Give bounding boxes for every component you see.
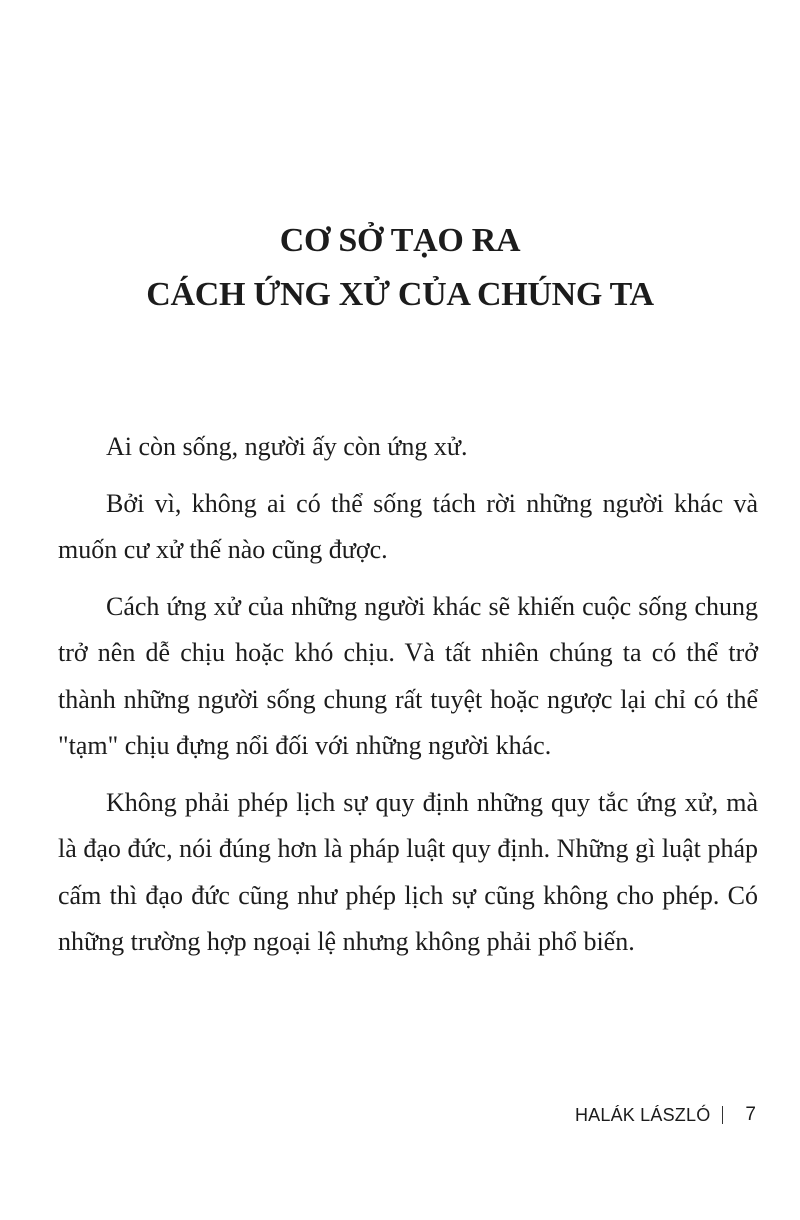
footer-author: HALÁK LÁSZLÓ <box>574 1104 711 1125</box>
chapter-title <box>0 214 800 322</box>
paragraph-1: Ai còn sống, người ấy còn ứng xử. <box>106 432 468 461</box>
page-footer <box>575 1104 756 1126</box>
chapter-title-line-2: CÁCH ỨNG XỬ CỦA CHÚNG TA <box>146 276 654 313</box>
paragraph-4: Không phải phép lịch sự quy định những quy tắc ứng xử, mà là đạo đức, nói đúng hơn là pháp luật quy định. Những gì luật pháp cấm thì đạo đức cũng như phép lịch sự cũng không cho phép. Có những trường hợp ngoại lệ nhưng không phải phổ biến. <box>58 787 758 956</box>
footer-separator <box>722 1106 723 1124</box>
page-number: 7 <box>745 1104 756 1125</box>
body-text <box>58 424 758 976</box>
paragraph-2: Bởi vì, không ai có thể sống tách rời những người khác và muốn cư xử thế nào cũng được. <box>58 488 758 564</box>
chapter-title-line-1: CƠ SỞ TẠO RA <box>279 222 521 259</box>
paragraph-3: Cách ứng xử của những người khác sẽ khiến cuộc sống chung trở nên dễ chịu hoặc khó chịu. Và tất nhiên chúng ta có thể trở thành những người sống chung rất tuyệt hoặc ngược lại chỉ có thể "tạm" chịu đựng nổi đối với những người khác. <box>58 591 758 760</box>
